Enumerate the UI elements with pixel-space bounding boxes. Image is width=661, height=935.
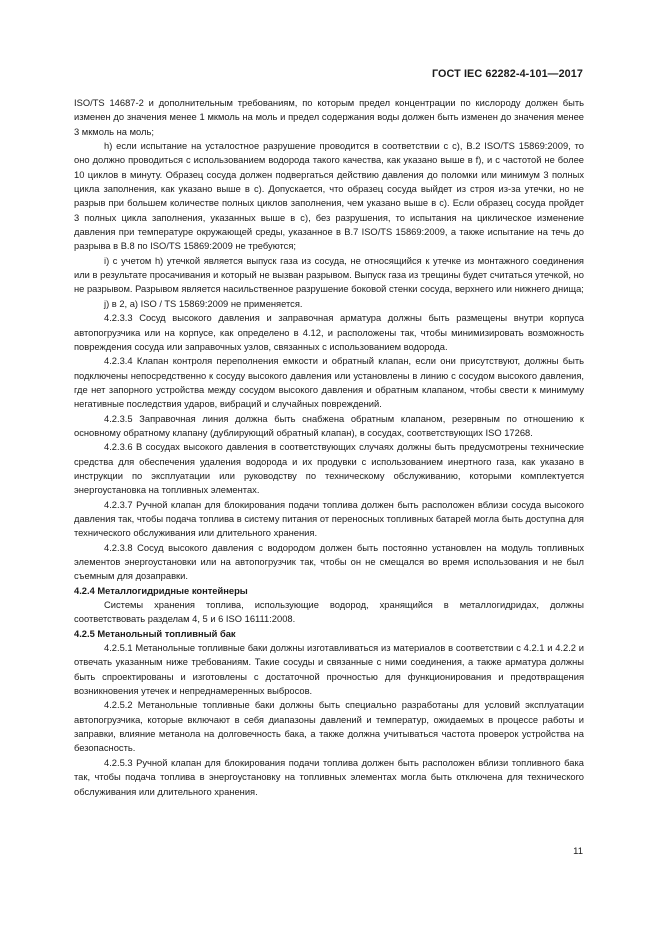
clause-4-2-3-7: 4.2.3.7 Ручной клапан для блокирования подачи топлива должен быть расположен вблизи сосуда высокого давления так, чтобы подача топлива в систему питания от переносных топливных батарей могла быть доступна для технического обслуживания или длительного хранения.	[74, 499, 584, 539]
document-body	[74, 96, 584, 799]
paragraph-item-j: j) в 2, а) ISO / TS 15869:2009 не применяется.	[104, 298, 303, 309]
clause-4-2-3-6: 4.2.3.6 В сосудах высокого давления в соответствующих случаях должны быть предусмотрены технические средства для обеспечения удаления водорода и их продувки с использованием инертного газа, как указано в инструкции по эксплуатации или руководству по техническому обслуживанию, которыми комплектуется энергоустановка на топливных элементах.	[74, 442, 584, 496]
clause-4-2-4-text: Системы хранения топлива, использующие водород, хранящийся в металлогидридах, должны соответствовать разделам 4, 5 и 6 ISO 16111:2008.	[74, 600, 584, 625]
paragraph: ISO/TS 14687-2 и дополнительным требованиям, по которым предел концентрации по кислороду должен быть изменен до значения менее 1 мкмоль на моль и предел содержания воды должен быть изменен до значения менее 3 мкмоль на моль;	[74, 98, 584, 137]
clause-4-2-3-8: 4.2.3.8 Сосуд высокого давления с водородом должен быть постоянно установлен на модуль топливных элементов энергоустановки или на автопогрузчик так, чтобы он не смещался во время использования и не был съемным для дозаправки.	[74, 542, 584, 582]
page-number: 11	[573, 846, 583, 857]
section-heading-4-2-4: 4.2.4 Металлогидридные контейнеры	[74, 585, 248, 596]
clause-4-2-3-3: 4.2.3.3 Сосуд высокого давления и заправочная арматура должны быть размещены внутри корпуса автопогрузчика или на корпусе, как определено в 4.12, и расположены так, чтобы минимизировать возможность повреждения сосуда или заправочных узлов, связанных с использованием водорода.	[74, 313, 584, 352]
section-heading-4-2-5: 4.2.5 Метанольный топливный бак	[74, 628, 236, 639]
clause-4-2-5-1: 4.2.5.1 Метанольные топливные баки должны изготавливаться из материалов в соответствии с 4.2.1 и 4.2.2 и отвечать указанным ниже требованиям. Такие сосуды и связанные с ними соединения, а также арматура должны быть спроектированы и изготовлены с достаточной прочностью для функционирования и предотвращения возникновения утечек и непреднамеренных выбросов.	[74, 643, 584, 697]
paragraph-item-i: i) с учетом h) утечкой является выпуск газа из сосуда, не относящийся к утечке из монтажного соединения или в результате просачивания и который не вызван разрывом. Выпуск газа из трещины будет считаться утечкой, но не разрывом. Разрывом является насильственное разрушение боковой стенки сосуда, верхнего или нижнего днища;	[74, 255, 584, 295]
clause-4-2-3-4: 4.2.3.4 Клапан контроля переполнения емкости и обратный клапан, если они присутствуют, должны быть подключены непосредственно к сосуду высокого давления или установлены в линию с сосудом высокого давления, где нет запорного устройства между сосудом высокого давления и обратным клапаном, чтобы свести к минимуму негативные последствия ударов, вибраций и случайных повреждений.	[74, 356, 584, 410]
paragraph-item-h: h) если испытание на усталостное разрушение проводится в соответствии с c), B.2 ISO/TS 15869:2009, то оно должно проводиться с использованием водорода такого качества, как указано выше в f), и с частотой не более 10 циклов в минуту. Образец сосуда должен подвергаться действию давления до поломки или минимум 3 полных цикла заполнения, как указано выше в c). Допускается, что образец сосуда выйдет из строя из-за утечки, но не разрыв при большем количестве полных циклов заполнения, чем указано выше в c). Если образец сосуда пройдет 3 полных цикла заполнения, указанных выше в c), без разрушения, то испытания на циклическое изменение давления при температуре окружающей среды, указанное в B.7 ISO/TS 15869:2009, а также испытание на течь до разрыва в B.8 по ISO/TS 15869:2009 не требуются;	[74, 141, 584, 252]
clause-4-2-5-3: 4.2.5.3 Ручной клапан для блокирования подачи топлива должен быть расположен вблизи топливного бака так, чтобы подача топлива в энергоустановку на топливных элементах могла быть отключена для технического обслуживания или длительного хранения.	[74, 757, 584, 797]
document-code-header: ГОСТ IEC 62282-4-101—2017	[431, 68, 583, 80]
clause-4-2-5-2: 4.2.5.2 Метанольные топливные баки должны быть специально разработаны для условий эксплуатации автопогрузчика, которые включают в себя диапазоны давлений и температур, ожидаемых в процессе работы и заправки, влияние метанола на долговечность бака, а также должна учитываться частота проверок устройства на безопасность.	[74, 700, 584, 754]
clause-4-2-3-5: 4.2.3.5 Заправочная линия должна быть снабжена обратным клапаном, резервным по отношению к основному обратному клапану (дублирующий обратный клапан), в сосудах, соответствующих ISO 17268.	[74, 413, 584, 438]
